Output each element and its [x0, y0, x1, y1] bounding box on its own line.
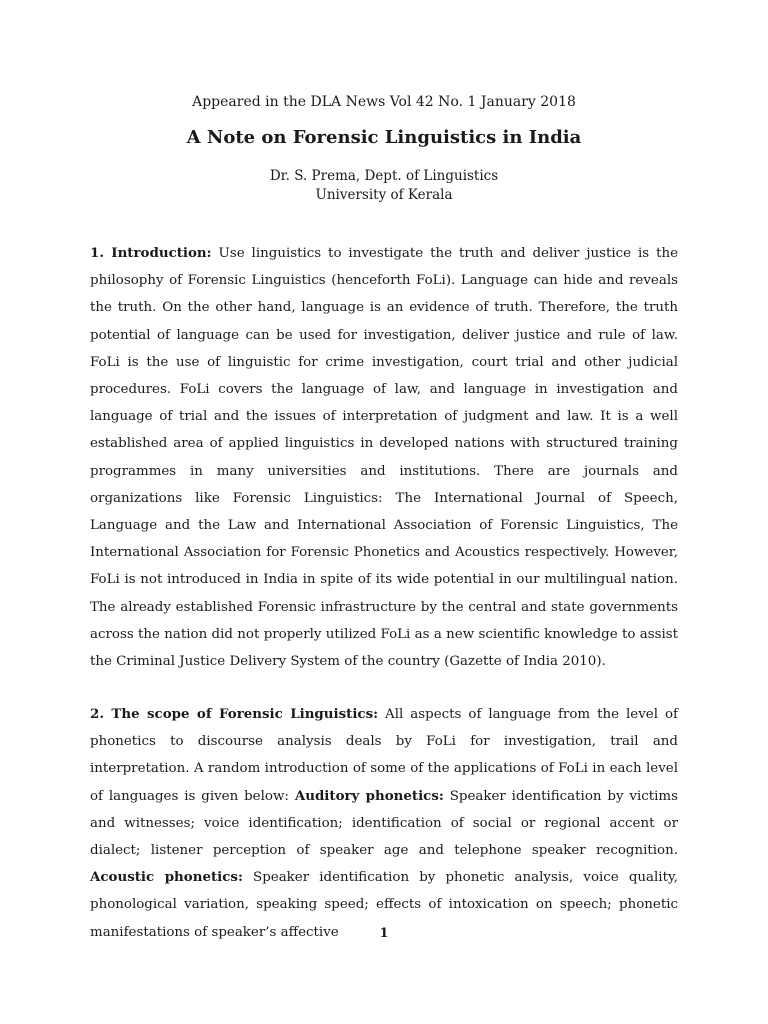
document-title: A Note on Forensic Linguistics in India [186, 127, 582, 148]
section-heading-introduction: 1. Introduction: [90, 245, 212, 261]
page-number: 1 [379, 926, 389, 941]
author-block [90, 167, 678, 205]
author-affiliation: University of Kerala [315, 187, 453, 203]
subheading-acoustic-phonetics: Acoustic phonetics: [90, 869, 243, 886]
section-text-scope-1: All aspects of language from the level of phonetics to discourse analysis deals by FoLi for investigation, trail and interpretation. A random introduction of some of the applications of FoLi in each level of languages is given below: [90, 707, 678, 804]
subheading-auditory-phonetics: Auditory phonetics: [294, 787, 444, 804]
section-heading-scope: 2. The scope of Forensic Linguistics: [90, 706, 379, 722]
section-text-scope-2: Speaker identification by victims and witnesses; voice identification; identification of social or regional accent or dialect; listener perception of speaker age and telephone speaker recognition. [90, 788, 678, 859]
section-introduction [90, 240, 678, 675]
publication-note: Appeared in the DLA News Vol 42 No. 1 January 2018 [192, 94, 576, 110]
section-scope [90, 701, 678, 946]
author-name-dept: Dr. S. Prema, Dept. of Linguistics [269, 168, 499, 184]
section-text-scope-3: Speaker identification by phonetic analysis, voice quality, phonological variation, speaking speed; effects of intoxication on speech; phonetic manifestations of speaker’s affective [90, 870, 678, 940]
section-text-introduction: Use linguistics to investigate the truth and deliver justice is the philosophy of Forensic Linguistics (henceforth FoLi). Language can hide and reveals the truth. On the other hand, language is an evidence of truth. Therefore, the truth potential of language can be used for investigation, deliver justice and rule of law. FoLi is the use of linguistic for crime investigation, court trial and other judicial procedures. FoLi covers the language of law, and language in investigation and language of trial and the issues of interpretation of judgment and law. It is a well established area of applied linguistics in developed nations with structured training programmes in many universities and institutions. There are journals and organizations like Forensic Linguistics: The International Journal of Speech, Language and the Law and International Association of Forensic Linguistics, The International Association for Forensic Phonetics and Acoustics respectively. However, FoLi is not introduced in India in spite of its wide potential in our multilingual nation. The already established Forensic infrastructure by the central and state governments across the nation did not properly utilized FoLi as a new scientific knowledge to assist the Criminal Justice Delivery System of the country (Gazette of India 2010). [90, 246, 678, 670]
